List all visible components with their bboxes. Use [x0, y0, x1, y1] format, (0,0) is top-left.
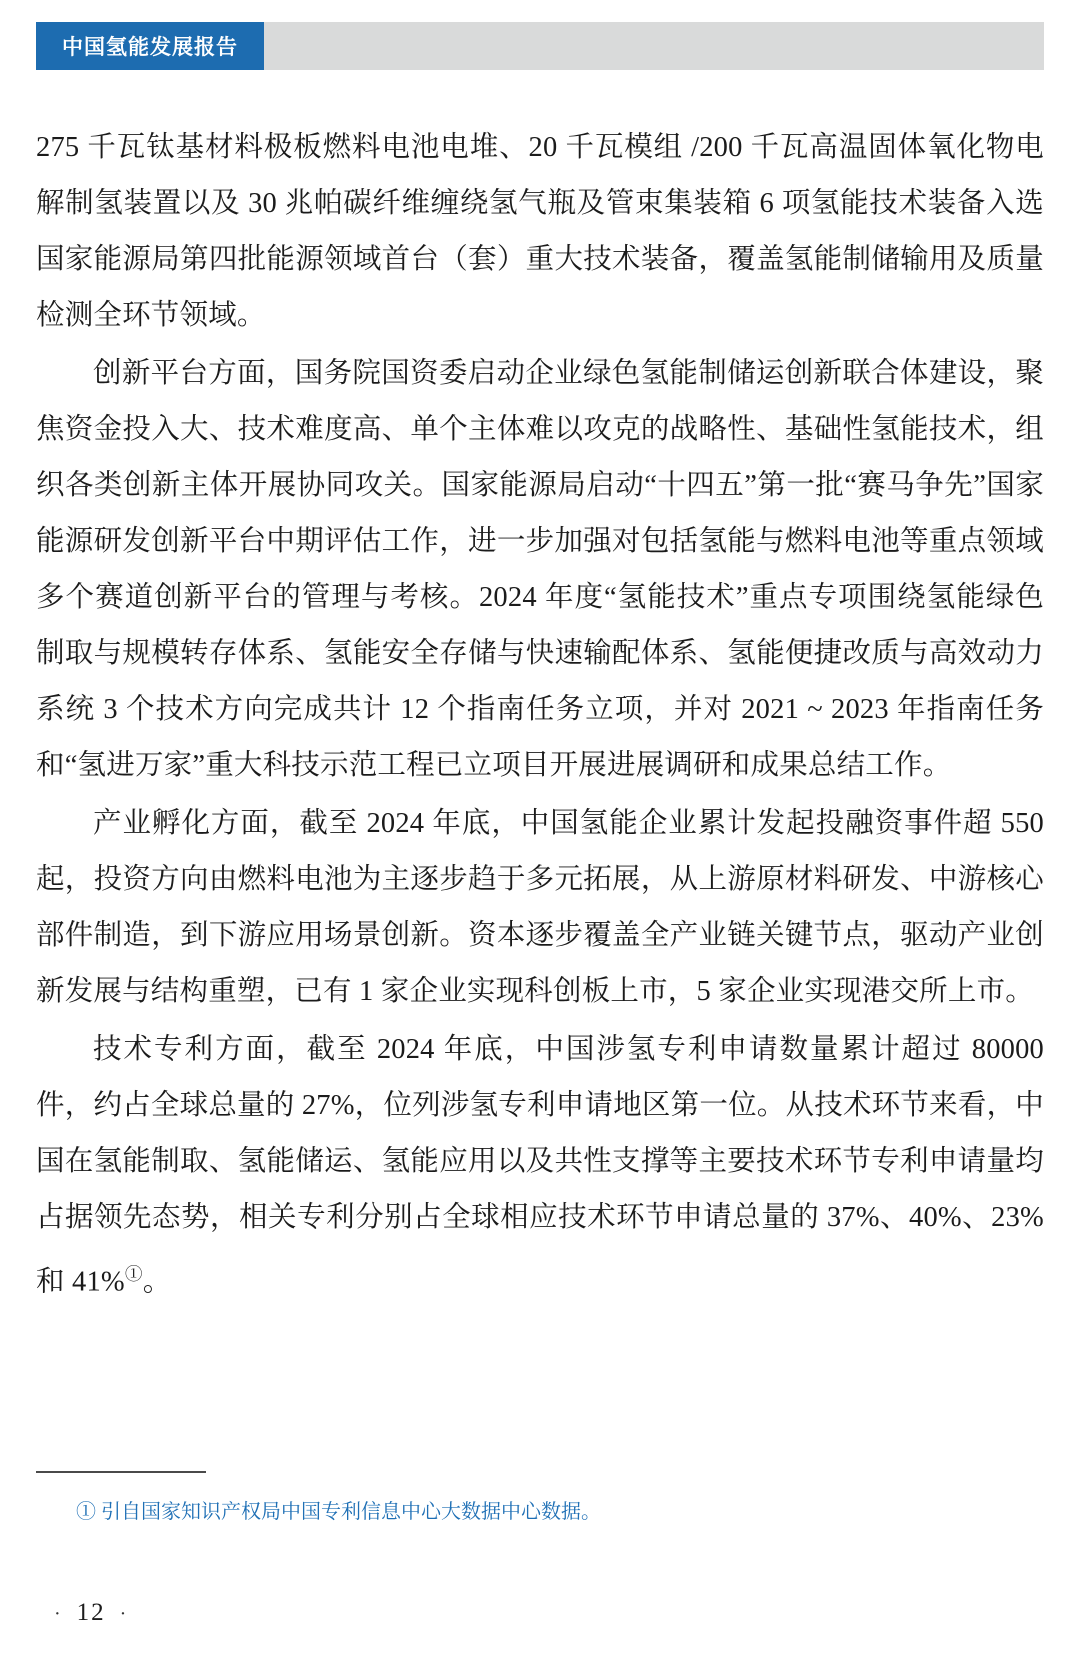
paragraph-4-text: 技术专利方面，截至 2024 年底，中国涉氢专利申请数量累计超过 80000 件，约占全球总量的 27%，位列涉氢专利申请地区第一位。从技术环节来看，中国在氢能制取、氢能储运、氢能应用以及共性支撑等主要技术环节专利申请量均占据领先态势，相关专利分别占全球相应技术环节申请总量的 37%、40%、23% 和 41% [36, 1034, 1044, 1298]
running-header-title: 中国氢能发展报告 [36, 22, 264, 70]
footnote-area [36, 1471, 1044, 1529]
paragraph-1: 275 千瓦钛基材料极板燃料电池电堆、20 千瓦模组 /200 千瓦高温固体氧化物电解制氢装置以及 30 兆帕碳纤维缠绕氢气瓶及管束集装箱 6 项氢能技术装备入选国家能源局第四批能源领域首台（套）重大技术装备，覆盖氢能制储输用及质量检测全环节领域。 [36, 132, 1044, 331]
paragraph-2: 创新平台方面，国务院国资委启动企业绿色氢能制储运创新联合体建设，聚焦资金投入大、技术难度高、单个主体难以攻克的战略性、基础性氢能技术，组织各类创新主体开展协同攻关。国家能源局启动“十四五”第一批“赛马争先”国家能源研发创新平台中期评估工作，进一步加强对包括氢能与燃料电池等重点领域多个赛道创新平台的管理与考核。2024 年度“氢能技术”重点专项围绕氢能绿色制取与规模转存体系、氢能安全存储与快速输配体系、氢能便捷改质与高效动力系统 3 个技术方向完成共计 12 个指南任务立项，并对 2021 ~ 2023 年指南任务和“氢进万家”重大科技示范工程已立项目开展进展调研和成果总结工作。 [36, 358, 1044, 781]
folio-number: 12 [76, 1599, 106, 1626]
folio-left-dot: · [54, 1602, 63, 1625]
paragraph-4: 技术专利方面，截至 2024 年底，中国涉氢专利申请数量累计超过 80000 件，约占全球总量的 27%，位列涉氢专利申请地区第一位。从技术环节来看，中国在氢能制取、氢能储运、氢能应用以及共性支撑等主要技术环节专利申请量均占据领先态势，相关专利分别占全球相应技术环节申请总量的 37%、40%、23% 和 41%①。 [36, 1034, 1044, 1298]
header-divider-rule [264, 22, 1044, 70]
body-content [36, 120, 1044, 1313]
footnote-separator-rule [36, 1471, 206, 1473]
running-header [36, 22, 1044, 70]
footnote-text: ① 引自国家知识产权局中国专利信息中心大数据中心数据。 [76, 1501, 601, 1523]
folio-right-dot: · [119, 1602, 129, 1625]
page-number [40, 1599, 142, 1627]
footnote-reference-marker: ① [124, 1264, 143, 1284]
paragraph-3: 产业孵化方面，截至 2024 年底，中国氢能企业累计发起投融资事件超 550 起，投资方向由燃料电池为主逐步趋于多元拓展，从上游原材料研发、中游核心部件制造，到下游应用场景创新。资本逐步覆盖全产业链关键节点，驱动产业创新发展与结构重塑，已有 1 家企业实现科创板上市，5 家企业实现港交所上市。 [36, 808, 1044, 1007]
